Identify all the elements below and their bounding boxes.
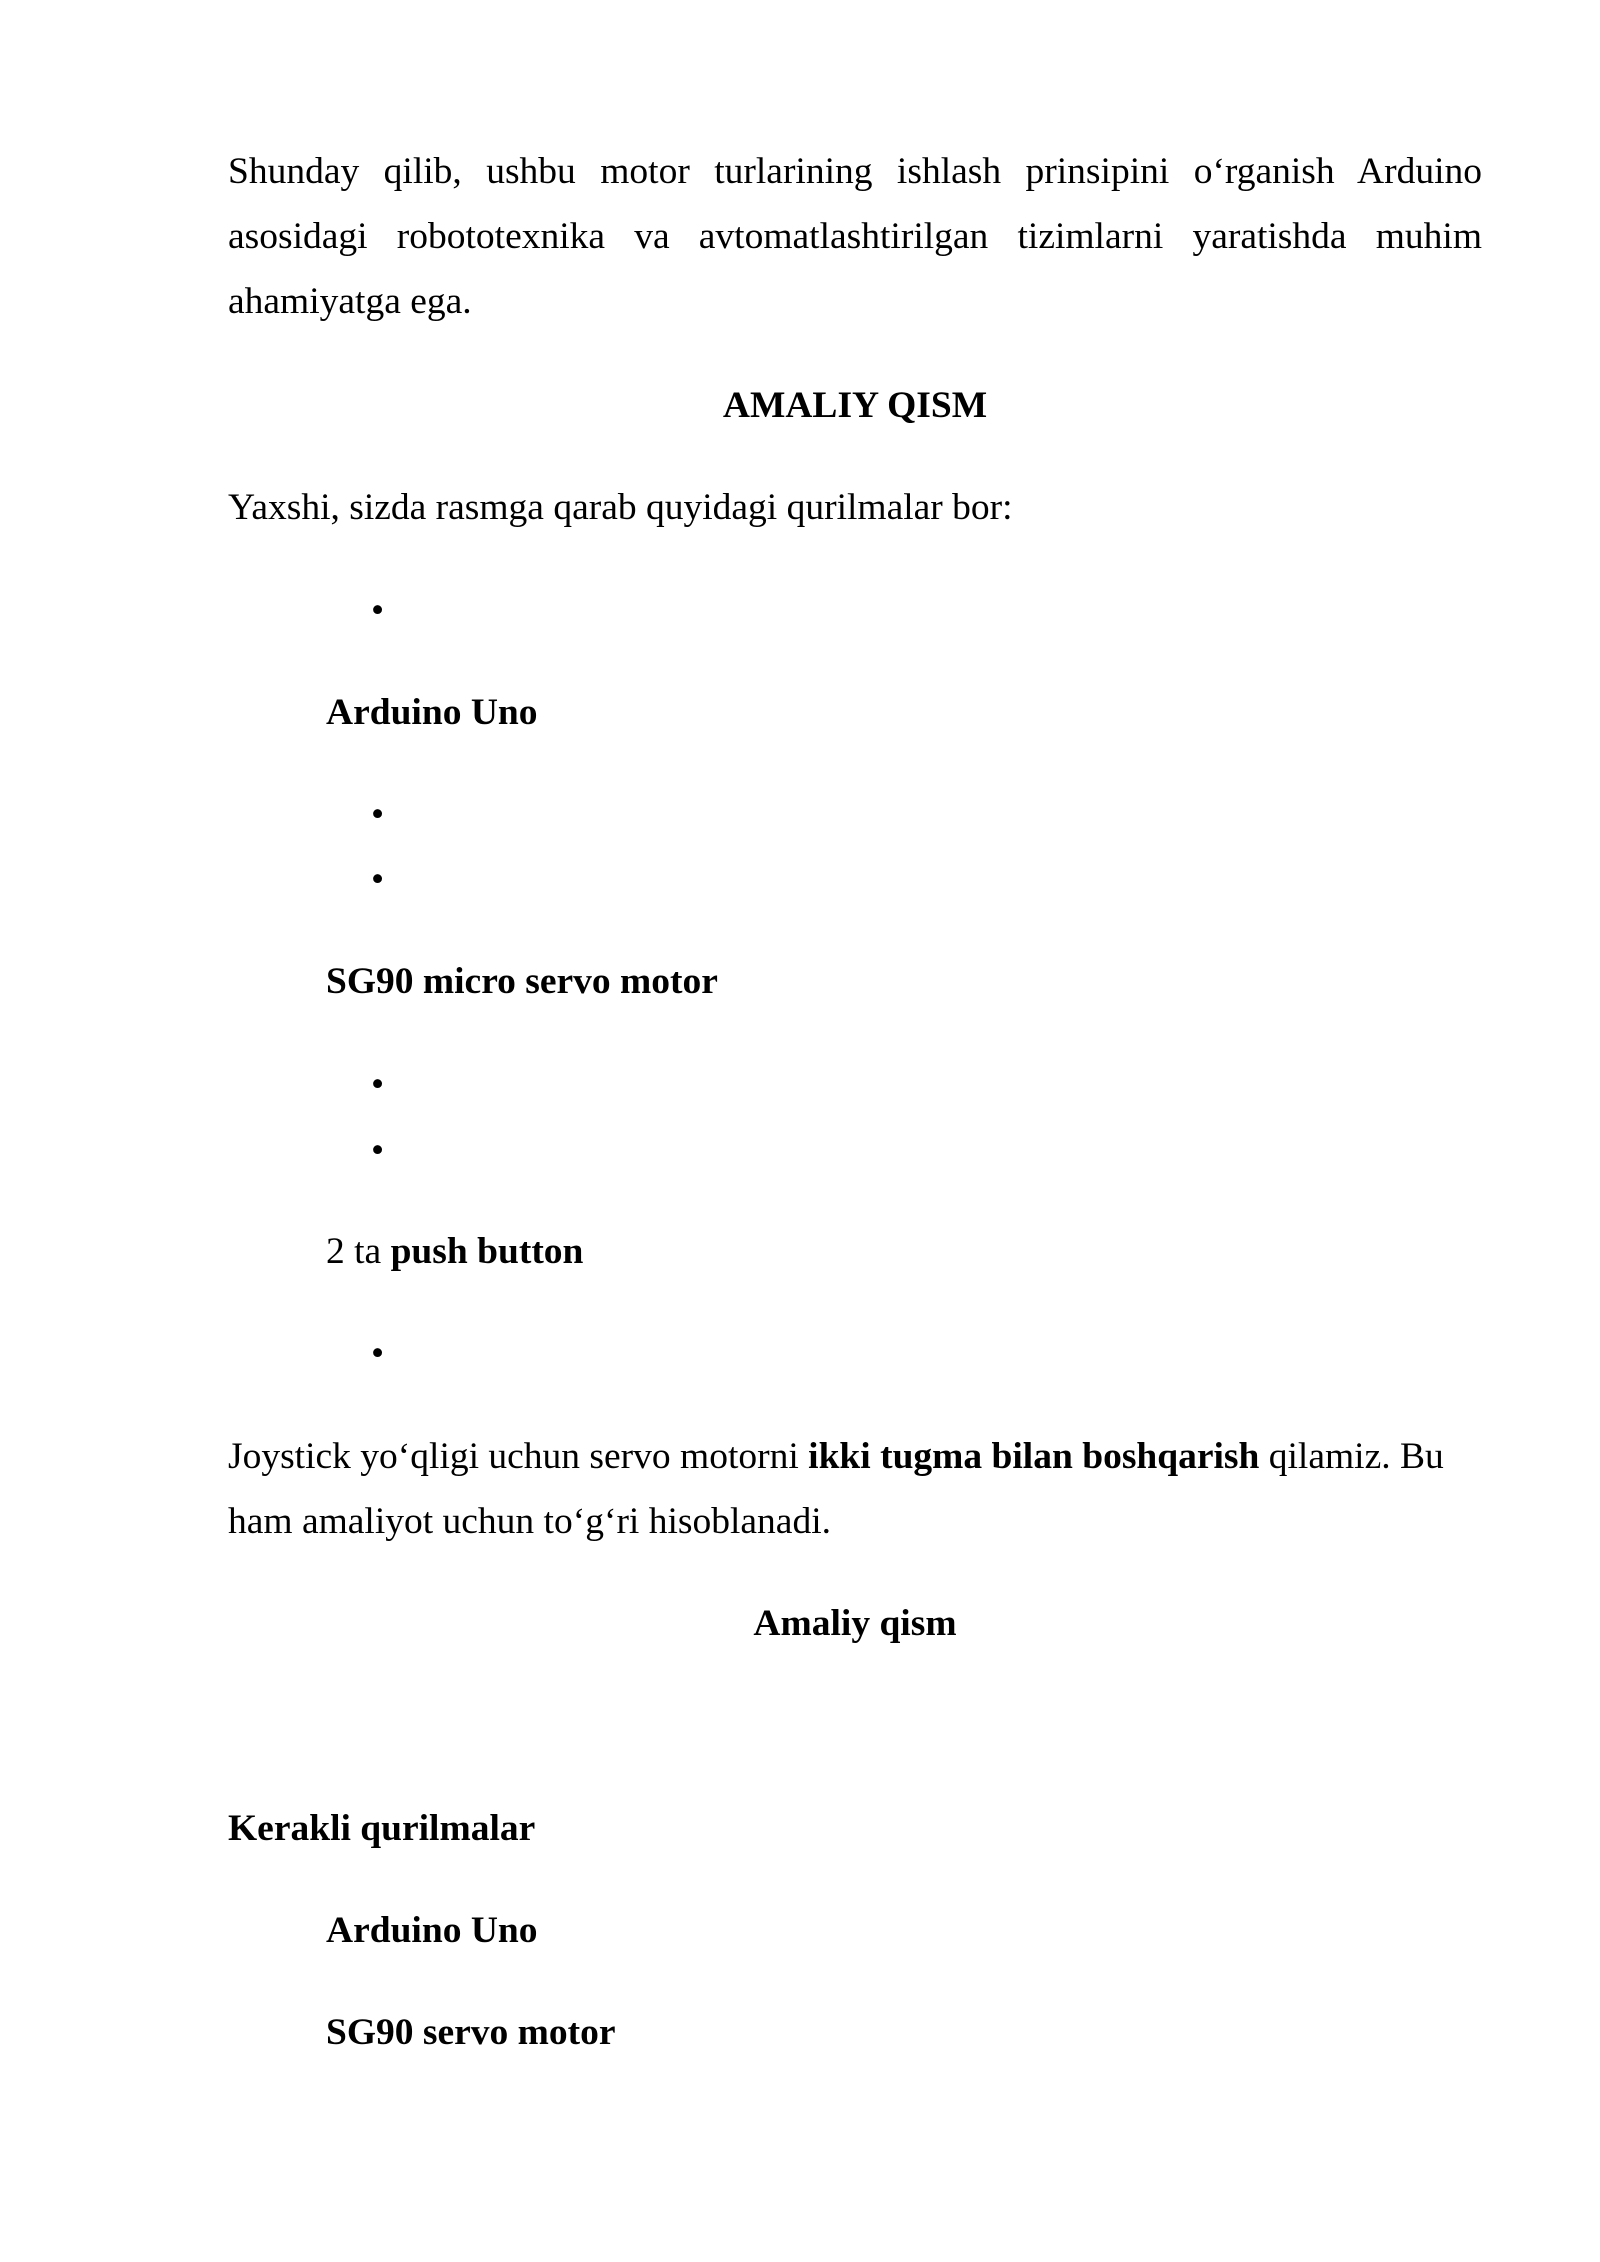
joystick-text-before: Joystick yo‘qligi uchun servo motorni — [228, 1436, 799, 1477]
button-count: 2 ta — [326, 1231, 382, 1272]
bullet-marker: • — [371, 1333, 385, 1374]
bullet-marker: • — [371, 859, 385, 900]
joystick-text-bold: ikki tugma bilan boshqarish — [808, 1436, 1260, 1477]
bullet-marker: • — [371, 794, 385, 835]
intro-paragraph: Shunday qilib, ushbu motor turlarining ishlash prinsipini o‘rganish Arduino asosidagi robototexnika va avtomatlashtirilgan tizimlarni yaratishda muhim ahamiyatga ega. — [228, 151, 1482, 322]
joystick-paragraph — [228, 1424, 1482, 1554]
required-devices-title: Kerakli qurilmalar — [228, 1808, 536, 1849]
device-item-buttons — [326, 1219, 1482, 1284]
heading-amaliy-qism-2: Amaliy qism — [753, 1603, 957, 1644]
device-item-arduino: Arduino Uno — [326, 692, 538, 733]
bullet-marker: • — [371, 590, 385, 631]
required-item-arduino: Arduino Uno — [326, 1910, 538, 1951]
required-item-servo: SG90 servo motor — [326, 2012, 616, 2053]
bullet-marker: • — [371, 1064, 385, 1105]
device-item-servo: SG90 micro servo motor — [326, 961, 718, 1002]
devices-intro-text: Yaxshi, sizda rasmga qarab quyidagi qurilmalar bor: — [228, 487, 1013, 528]
bullet-marker: • — [371, 1130, 385, 1171]
heading-amaliy-qism: AMALIY QISM — [722, 385, 988, 426]
joystick-text-after: qilamiz. Bu ham amaliyot uchun to‘g‘ri hisoblanadi. — [228, 1436, 1444, 1542]
button-name: push button — [390, 1231, 584, 1272]
